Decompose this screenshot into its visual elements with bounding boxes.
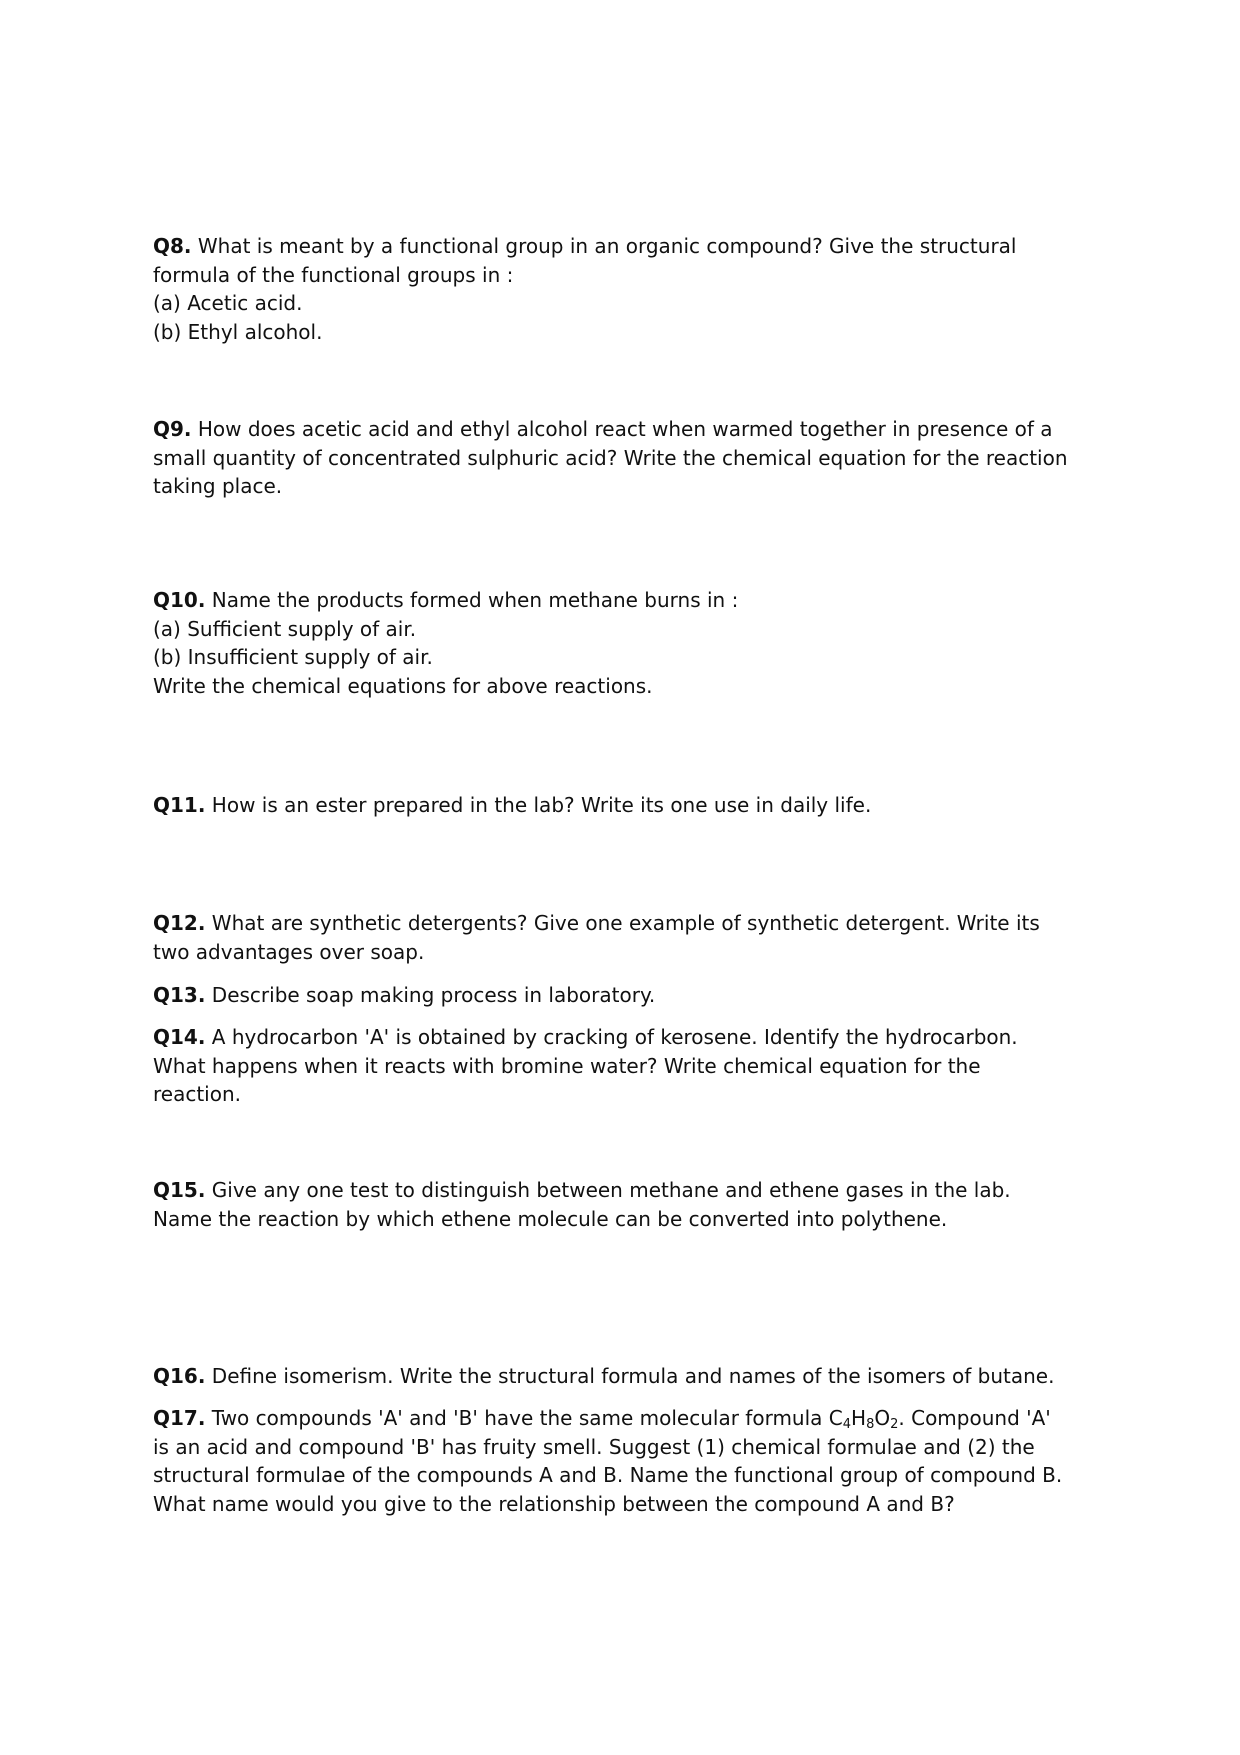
question-line <box>153 1362 1093 1391</box>
question-17 <box>153 1404 1093 1518</box>
question-12 <box>153 909 1093 966</box>
question-text: How does acetic acid and ethyl alcohol react when warmed together in presence of a <box>191 417 1053 441</box>
question-line <box>153 791 1093 820</box>
question-15 <box>153 1176 1093 1233</box>
question-9 <box>153 415 1093 501</box>
question-line: What happens when it reacts with bromine water? Write chemical equation for the <box>153 1053 981 1078</box>
question-number: Q16. <box>153 1364 206 1388</box>
question-line <box>153 1176 1093 1205</box>
question-line: taking place. <box>153 474 283 498</box>
question-text: What is meant by a functional group in an organic compound? Give the structural <box>191 234 1017 258</box>
question-line <box>153 586 1093 615</box>
question-line: formula of the functional groups in : <box>153 262 514 287</box>
question-number: Q11. <box>153 793 206 817</box>
question-line: Write the chemical equations for above reactions. <box>153 673 653 698</box>
question-8 <box>153 232 1093 346</box>
question-line <box>153 981 1093 1010</box>
formula-oxygen-count: 2 <box>890 1417 899 1432</box>
question-line <box>153 909 1093 938</box>
question-text: How is an ester prepared in the lab? Write its one use in daily life. <box>205 793 872 817</box>
question-number: Q17. <box>153 1406 206 1430</box>
question-text: Two compounds 'A' and 'B' have the same molecular formula <box>205 1406 829 1430</box>
question-line: small quantity of concentrated sulphuric acid? Write the chemical equation for the reaction <box>153 445 1068 470</box>
question-11 <box>153 791 1093 820</box>
question-number: Q10. <box>153 588 206 612</box>
question-text: A hydrocarbon 'A' is obtained by cracking of kerosene. Identify the hydrocarbon. <box>205 1025 1018 1049</box>
question-text: What are synthetic detergents? Give one example of synthetic detergent. Write its <box>205 911 1040 935</box>
question-text: Give any one test to distinguish between methane and ethene gases in the lab. <box>205 1178 1011 1202</box>
question-line <box>153 415 1093 444</box>
question-line: structural formulae of the compounds A and B. Name the functional group of compound B. <box>153 1463 1063 1487</box>
question-10 <box>153 586 1093 700</box>
question-number: Q13. <box>153 983 206 1007</box>
formula-hydrogen: H <box>851 1406 867 1430</box>
question-line: What name would you give to the relationship between the compound A and B? <box>153 1491 955 1516</box>
question-line: two advantages over soap. <box>153 939 425 964</box>
question-number: Q8. <box>153 234 192 258</box>
question-text: Name the products formed when methane burns in : <box>205 588 739 612</box>
question-16 <box>153 1362 1093 1391</box>
question-number: Q9. <box>153 417 192 441</box>
formula-oxygen: O <box>874 1406 891 1430</box>
question-line: (b) Insufficient supply of air. <box>153 645 433 669</box>
question-line <box>153 1404 1093 1433</box>
formula-carbon-count: 4 <box>842 1417 852 1432</box>
question-line: Name the reaction by which ethene molecule can be converted into polythene. <box>153 1206 948 1231</box>
molecular-formula <box>829 1406 899 1430</box>
formula-carbon: C <box>828 1406 843 1430</box>
question-line: is an acid and compound 'B' has fruity smell. Suggest (1) chemical formulae and (2) the <box>153 1434 1035 1459</box>
question-text: . Compound 'A' <box>898 1406 1051 1430</box>
question-line: (a) Sufficient supply of air. <box>153 616 417 641</box>
question-number: Q14. <box>153 1025 206 1049</box>
question-line: reaction. <box>153 1082 242 1106</box>
question-14 <box>153 1023 1093 1109</box>
question-line <box>153 1023 1093 1052</box>
question-text: Describe soap making process in laboratory. <box>205 983 656 1007</box>
question-line: (a) Acetic acid. <box>153 291 303 315</box>
question-13 <box>153 981 1093 1010</box>
question-line <box>153 232 1093 261</box>
question-number: Q12. <box>153 911 206 935</box>
question-line: (b) Ethyl alcohol. <box>153 319 323 344</box>
question-text: Define isomerism. Write the structural formula and names of the isomers of butane. <box>205 1364 1055 1388</box>
question-number: Q15. <box>153 1178 206 1202</box>
formula-hydrogen-count: 8 <box>866 1417 875 1432</box>
